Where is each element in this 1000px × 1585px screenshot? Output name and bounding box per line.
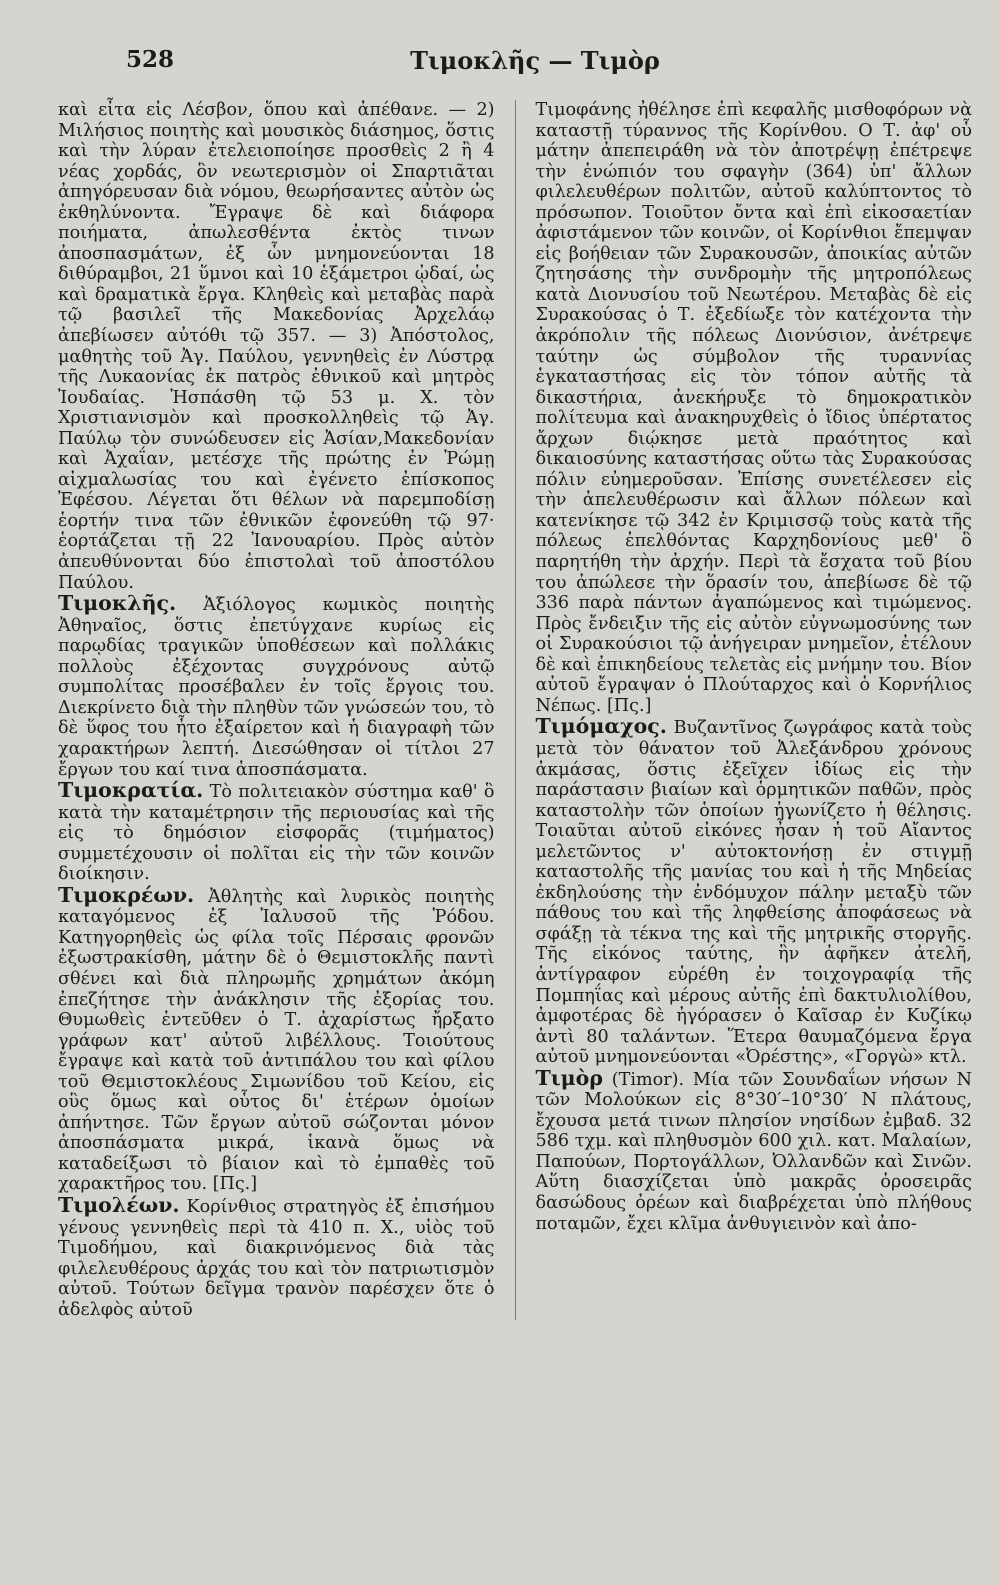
entry-text: Κορίνθιος στρατηγὸς ἐξ ἐπισήμου γένους γεννηθεὶς περὶ τὰ 410 π. Χ., υἱὸς τοῦ Τιμοδήμου, καὶ διακρινόμενος διὰ τὰς φιλελευθέρους ἀρχάς του καὶ τὸν πατριωτισμὸν αὐτοῦ. Τούτων δεῖγμα τρανὸν παρέσχεν ὅτε ὁ ἀδελφὸς αὐτοῦ — [58, 1196, 495, 1320]
running-head: Τιμοκλῆς — Τιμὸρ — [410, 46, 660, 75]
entry-timokles — [58, 593, 495, 780]
left-column — [58, 100, 495, 1320]
entry-timomachos — [535, 716, 972, 1067]
page-number: 528 — [126, 46, 175, 73]
entry-text: Ἀθλητὴς καὶ λυρικὸς ποιητὴς καταγόμενος ἐξ Ἰαλυσοῦ τῆς Ῥόδου. Κατηγορηθεὶς ὡς φίλα τοῖς Πέρσαις φρονῶν ἐξωστρακίσθη, μάτην δὲ ὁ Θεμιστοκλῆς παντὶ σθένει καὶ διὰ πληρωμῆς χρημάτων ἀκόμη ἐπεζήτησε τὴν ἀνάκλησιν τῆς ἐξορίας του. Θυμωθεὶς ἐντεῦθεν ὁ Τ. ἀχαρίστως ἤρξατο γράφων κατ' αὐτοῦ λιβέλλους. Τοιούτους ἔγραψε καὶ κατὰ τοῦ ἀντιπάλου του καὶ φίλου τοῦ Θεμιστοκλέους Σιμωνίδου τοῦ Κείου, εἰς οὓς ὅμως καὶ οὗτος δι' ἑτέρων ὁμοίων ἀπήντησε. Τῶν ἔργων αὐτοῦ σώζονται μόνον ἀποσπάσματα μικρά, ἱκανὰ ὅμως νὰ καταδείξωσι τὸ βίαιον καὶ τὸ ἐμπαθὲς τοῦ χαρακτῆρος του. [Πς.] — [58, 886, 495, 1195]
entry-text: καὶ εἶτα εἰς Λέσβον, ὅπου καὶ ἀπέθανε. — 2) Μιλήσιος ποιητὴς καὶ μουσικὸς διάσημος, ὅστις καὶ τὴν λύραν ἐτελειοποίησε προσθεὶς 2 ἢ 4 νέας χορδάς, ὃν νεωτερισμὸν οἱ Σπαρτιᾶται ἀπηγόρευσαν διὰ νόμου, θεωρήσαντες αὐτὸν ὡς ἐκθηλύνοντα. Ἔγραψε δὲ καὶ διάφορα ποιήματα, ἀπωλεσθέντα ἐκτὸς τινων ἀποσπασμάτων, ἐξ ὧν μνημονεύονται 18 διθύραμβοι, 21 ὕμνοι καὶ 10 ἑξάμετροι ᾠδαί, ὡς καὶ δραματικὰ ἔργα. Κληθεὶς καὶ μεταβὰς παρὰ τῷ βασιλεῖ τῆς Μακεδονίας Ἀρχελάῳ ἀπεβίωσεν αὐτόθι τῷ 357. — 3) Ἀπόστολος, μαθητὴς τοῦ Ἀγ. Παύλου, γεννηθεὶς ἐν Λύστρᾳ τῆς Λυκαονίας ἐκ πατρὸς ἐθνικοῦ καὶ μητρὸς Ἰουδαίας. Ἠσπάσθη τῷ 53 μ. Χ. τὸν Χριστιανισμὸν καὶ προσκολληθεὶς τῷ Ἀγ. Παύλῳ τὸν συνώδευσεν εἰς Ἀσίαν,Μακεδονίαν καὶ Ἀχαΐαν, μετέσχε τῆς πρώτης ἐν Ῥώμῃ αἰχμαλωσίας του καὶ ἐγένετο ἐπίσκοπος Ἐφέσου. Λέγεται ὅτι θέλων νὰ παρεμποδίσῃ ἑορτήν τινα τῶν ἐθνικῶν ἐφονεύθη τῷ 97· ἑορτάζεται τῇ 22 Ἰανουαρίου. Πρὸς αὐτὸν ἀπευθύνονται δύο ἐπιστολαὶ τοῦ ἀποστόλου Παύλου. — [58, 100, 495, 593]
entry-headword: Τιμὸρ — [535, 1065, 603, 1090]
entry-headword: Τιμοκρέων. — [58, 882, 195, 907]
entry-text: Βυζαντῖνος ζωγράφος κατὰ τοὺς μετὰ τὸν θάνατον τοῦ Ἀλεξάνδρου χρόνους ἀκμάσας, ὅστις ἐξεῖχεν ἰδίως εἰς τὴν παράστασιν βιαίων καὶ ὁρμητικῶν παθῶν, πρὸς καταστολὴν τῶν ὁποίων ἠγωνίζετο ἡ θέλησις. Τοιαῦται αὐτοῦ εἰκόνες ἦσαν ἡ τοῦ Αἴαντος μελετῶντος ν' αὐτοκτονήσῃ ἐν στιγμῇ καταστολῆς τῆς μανίας του καὶ ἡ τῆς Μηδείας ἐκδηλούσης τὴν ἐνδόμυχον πάλην μεταξὺ τῶν πάθους του καὶ τῆς ληφθείσης ἀποφάσεως νὰ σφάξῃ τὰ τέκνα της καὶ τῆς μητρικῆς στοργῆς. Τῆς εἰκόνος ταύτης, ἣν ἀφῆκεν ἀτελῆ, ἀντίγραφον εὑρέθη ἐν τοιχογραφίᾳ τῆς Πομπηΐας καὶ μέρους αὐτῆς ἐπὶ δακτυλιολίθου, ἀμφοτέρας δὲ ἠγόρασεν ὁ Καῖσαρ ἐν Κυζίκῳ ἀντὶ 80 ταλάντων. Ἕτερα θαυμαζόμενα ἔργα αὐτοῦ μνημονεύονται «Ὀρέστης», «Γοργὼ» κτλ. — [535, 718, 972, 1068]
text-columns — [58, 100, 972, 1320]
entry-headword: Τιμοκλῆς. — [58, 591, 177, 616]
entry-timor — [535, 1065, 972, 1234]
entry-headword: Τιμόμαχος. — [535, 714, 667, 739]
column-divider — [515, 100, 516, 1320]
entry-timokreon — [58, 882, 495, 1195]
article-continuation — [535, 100, 972, 716]
article-continuation — [58, 100, 495, 593]
right-column — [535, 100, 972, 1320]
entry-text: Ἀξιόλογος κωμικὸς ποιητὴς Ἀθηναῖος, ὅστις ἐπετύγχανε κυρίως εἰς παρῳδίας τραγικῶν ὑποθέσεων καὶ πολλάκις πολλοὺς ἐξέχοντας συγχρόνους αὐτῷ συμπολίτας προσέβαλεν ἐν τοῖς ἔργοις του. Διεκρίνετο διὰ τὴν πληθὺν τῶν γνώσεών του, τὸ δὲ ὕφος του ἦτο ἐξαίρετον καὶ ἡ διαγραφὴ τῶν χαρακτήρων λεπτή. Διεσώθησαν οἱ τίτλοι 27 ἔργων του καί τινα ἀποσπάσματα. — [58, 595, 495, 780]
entry-headword: Τιμολέων. — [58, 1192, 180, 1217]
entry-timokratia — [58, 780, 495, 885]
entry-timoleon — [58, 1192, 495, 1320]
entry-text: Τὸ πολιτειακὸν σύστημα καθ' ὃ κατὰ τὴν καταμέτρησιν τῆς περιουσίας καὶ τῆς εἰς τὸ δημόσιον εἰσφορᾶς (τιμήματος) συμμετέχουσιν οἱ πολῖται εἰς τὴν τῶν κοινῶν διοίκησιν. — [58, 782, 495, 885]
entry-text: Τιμοφάνης ἠθέλησε ἐπὶ κεφαλῆς μισθοφόρων νὰ καταστῇ τύραννος τῆς Κορίνθου. Ο Τ. ἀφ' οὗ μάτην ἀπεπειράθη νὰ τὸν ἀποτρέψῃ ἐπέτρεψε τὴν ἐνώπιόν του σφαγὴν (364) ὑπ' ἄλλων φιλελευθέρων πολιτῶν, αὐτοῦ καλύπτοντος τὸ πρόσωπον. Τοιοῦτον ὄντα καὶ ἐπὶ εἰκοσαετίαν ἀφιστάμενον τῶν κοινῶν, οἱ Κορίνθιοι ἔπεμψαν εἰς βοήθειαν τῶν Συρακουσῶν, ἀποικίας αὐτῶν ζητησάσης τὴν συνδρομὴν τῆς μητροπόλεως κατὰ Διονυσίου τοῦ Νεωτέρου. Μεταβὰς δὲ εἰς Συρακούσας ὁ Τ. ἐξεδίωξε τὸν κατέχοντα τὴν ἀκρόπολιν τῆς πόλεως Διονύσιον, ἀνέτρεψε ταύτην ὡς σύμβολον τῆς τυραννίας ἐγκαταστήσας εἰς τὸν τόπον αὐτῆς τὰ δικαστήρια, ἀνεκήρυξε τὸ δημοκρατικὸν πολίτευμα καὶ ἀνακηρυχθεὶς ὁ ἴδιος ὑπέρτατος ἄρχων διῴκησε μετὰ πραότητος καὶ δικαιοσύνης καταστήσας οὕτω τὰς Συρακούσας πόλιν εὐημεροῦσαν. Ἐπίσης συνετέλεσεν εἰς τὴν ἀπελευθέρωσιν καὶ ἄλλων πόλεων καὶ κατενίκησε τῷ 342 ἐν Κριμισσῷ τοὺς κατὰ τῆς πόλεως ἐπελθόντας Καρχηδονίους μεθ' ὃ παρητήθη τὴν ἀρχήν. Περὶ τὰ ἔσχατα τοῦ βίου του ἀπώλεσε τὴν ὅρασίν του, ἀπεβίωσε δὲ τῷ 336 παρὰ πάντων ἀγαπώμενος καὶ τιμώμενος. Πρὸς ἔνδειξιν τῆς εἰς αὐτὸν εὐγνωμοσύνης των οἱ Συρακούσιοι τῷ ἀνήγειραν μνημεῖον, ἐτέλουν δὲ καὶ ἐπικηδείους τελετὰς εἰς μνήμην του. Βίον αὐτοῦ ἔγραψαν ὁ Πλούταρχος καὶ ὁ Κορνήλιος Νέπως. [Πς.] — [535, 100, 972, 716]
entry-headword: Τιμοκρατία. — [58, 778, 204, 803]
page-header — [58, 42, 972, 100]
entry-text: (Timor). Μία τῶν Σουνδαΐων νήσων Ν τῶν Μολούκων εἰς 8°30′–10°30′ Ν πλάτους, ἔχουσα μετά τινων πλησίον νησίδων ἐμβαδ. 32 586 τχμ. καὶ πληθυσμὸν 600 χιλ. κατ. Μαλαίων, Παπούων, Πορτογάλλων, Ὀλλανδῶν καὶ Σινῶν. Αὕτη διασχίζεται ὑπὸ μακρᾶς ὀροσειρᾶς δασώδους ὀρέων καὶ διαβρέχεται ὑπὸ πλήθους ποταμῶν, ἔχει κλῖμα ἀνθυγιεινὸν καὶ ἀπο- — [535, 1069, 972, 1234]
